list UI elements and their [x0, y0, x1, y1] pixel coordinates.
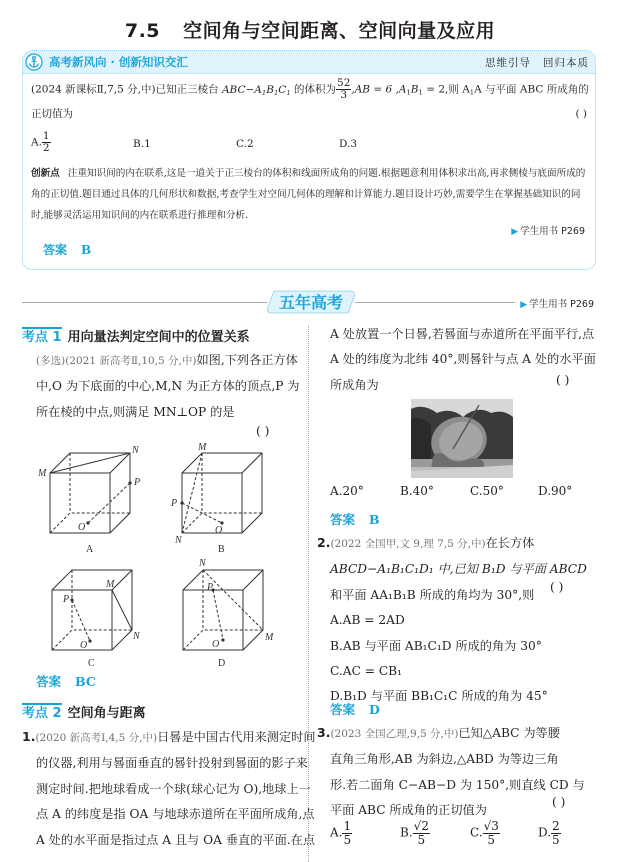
label-o: O	[80, 640, 88, 651]
question-stem: 平面 ABC 所成角的正切值为	[330, 803, 487, 818]
stem-text: 的体积为	[290, 83, 337, 96]
question-options	[31, 131, 591, 161]
question-stem: 日晷是中国古代用来测定时间的仪器,利用与晷面垂直的晷针投射到晷面的影子来测定时间.把地球看成一个球(球心记为 O),地球上一点 A 的纬度是指 OA 与地球赤道所在平面所成角,点 A 处的水平面是指过点 A 且与 OA 垂直的平面.在点	[36, 730, 316, 847]
option-d	[339, 138, 357, 150]
option-fraction	[342, 820, 352, 846]
denominator: 5	[552, 832, 560, 847]
innovation-right-labels	[485, 55, 589, 70]
anchor-icon	[25, 53, 43, 71]
question-stem-line2: 正切值为	[31, 108, 73, 120]
question-stem: ABCD−A₁B₁C₁D₁ 中,已知 B₁D 与平面 ABCD	[330, 562, 587, 577]
point-o-c	[88, 639, 91, 642]
answer-value: B	[369, 512, 380, 527]
denominator: 2	[42, 142, 50, 155]
option-a	[31, 131, 51, 154]
question-stem: 和平面 AA₁B₁B 所成的角均为 30°,则	[330, 587, 535, 602]
stem-text: 已知正三棱台	[155, 83, 222, 96]
denominator: 5	[343, 832, 352, 847]
topic-tag: 考点 2	[22, 703, 62, 721]
answer-label: 答案	[36, 674, 62, 689]
label-m: M	[265, 632, 274, 643]
arrow-right-icon: ▶	[511, 227, 519, 237]
math-text: ABC−A	[221, 83, 262, 96]
topic-title: 空间角与距离	[67, 706, 146, 721]
question-1-continued: A 处放置一个日晷,若晷面与赤道所在平面平行,点 A 处的纬度为北纬 40°,则晷针与点 A 处的水平面所成角为	[330, 327, 596, 392]
question-3-options	[330, 820, 600, 860]
answer-value: BC	[75, 674, 96, 689]
option-value: 3	[350, 138, 358, 150]
answer-paren: ( )	[256, 424, 270, 438]
option-label: B.	[400, 825, 413, 840]
option-a: A.20°	[330, 484, 364, 498]
option-b: B.AB 与平面 AB₁C₁D 所成的角为 30°	[330, 638, 542, 653]
figure-label-d: D	[218, 658, 226, 669]
section-title: 空间角与空间距离、空间向量及应用	[183, 20, 496, 42]
option-label: D.	[538, 825, 552, 840]
question-stem: 直角三角形,AB 为斜边,△ABD 为等边三角	[330, 752, 559, 767]
divider-line	[355, 302, 515, 303]
question-3-line	[317, 720, 603, 747]
student-book-ref[interactable]	[520, 296, 594, 310]
topic-heading-2	[22, 702, 146, 721]
label-o: O	[78, 522, 86, 533]
topic-title: 用向量法判定空间中的位置关系	[67, 330, 250, 345]
question-text	[36, 348, 300, 425]
option-d: D.90°	[538, 484, 573, 498]
innovation-box-header	[23, 51, 595, 74]
answer	[36, 672, 96, 690]
label-thinking-guide: 思维引导	[485, 57, 531, 69]
answer-value: D	[369, 702, 380, 717]
answer	[330, 510, 380, 528]
student-book-ref[interactable]	[511, 223, 585, 237]
answer-paren: ( )	[550, 580, 564, 594]
label-return-essence: 回归本质	[543, 57, 589, 69]
answer-paren: ( )	[552, 795, 566, 809]
label-m: M	[106, 579, 115, 590]
sundial-image	[411, 399, 513, 478]
answer-label: 答案	[330, 702, 356, 717]
label-n: N	[132, 445, 139, 456]
label-m: M	[38, 468, 47, 479]
math-text: = 2,则 A	[422, 83, 470, 96]
answer	[43, 241, 91, 258]
answer-value: B	[81, 243, 92, 257]
option-fraction	[413, 820, 430, 846]
figure-label-b: B	[218, 544, 225, 555]
option-label: D.	[339, 138, 351, 150]
option-label: C.	[236, 138, 247, 150]
question-source: (2022 全国甲,文 9,理 7,5 分,中)	[330, 538, 486, 550]
numerator: 1	[343, 819, 352, 833]
question-source: (多选)(2021 新高考Ⅱ,10,5 分,中)	[36, 355, 197, 367]
question-2-line	[317, 530, 603, 557]
divider-line	[22, 302, 267, 303]
cube-figure-b	[182, 453, 262, 533]
option-c: C.AC = CB₁	[330, 664, 403, 679]
option-label: C.	[470, 825, 483, 840]
question-1-options	[330, 484, 600, 504]
numerator: 2	[552, 819, 560, 833]
question-1	[22, 724, 320, 853]
option-d: D.B₁D 与平面 BB₁C₁C 所成的角为 45°	[330, 689, 548, 704]
innovation-label: 创新点	[31, 168, 60, 179]
numerator: √3	[483, 819, 499, 833]
cube-figure-d	[183, 570, 263, 650]
denominator: 5	[417, 832, 426, 847]
ref-text: 学生用书 P269	[520, 226, 585, 237]
option-c: C.50°	[470, 484, 504, 498]
option-value: 1	[144, 138, 151, 150]
option-fraction	[483, 820, 500, 846]
math-text: ,AB = 6 ,A	[351, 83, 407, 96]
section-heading: 五年高考	[278, 293, 343, 312]
topic-tag: 考点 1	[22, 327, 62, 345]
figure-label-a: A	[86, 544, 94, 555]
answer	[330, 700, 380, 718]
page-title	[0, 16, 620, 43]
label-n: N	[133, 631, 140, 642]
question-source: (2023 全国乙理,9,5 分,中)	[330, 728, 459, 740]
answer-paren: ( )	[556, 373, 570, 387]
point-o-a	[86, 521, 89, 524]
innovation-text: 注重知识间的内在联系,这是一道关于正三棱台的体积和线面所成角的问题.根据题意利用体积求出高,再求侧棱与底面所成的角的正切值.题目通过具体的几何形状和数据,考查学生对空间几何体的理解和计算能力.题目设计巧妙,需要学生在掌握基础知识的同时,能够灵活运用知识间的内在联系进行推理和分析.	[31, 168, 586, 221]
question-number: 1.	[22, 729, 36, 744]
ref-text: 学生用书 P269	[529, 299, 594, 310]
question-stem: 形.若二面角 C−AB−D 为 150°,则直线 CD 与	[330, 777, 585, 792]
question-stem: (2024 新课标Ⅱ,7,5 分,中)已知正三棱台 $ABC-A_1B_1C_1$ 的体积为 $\frac{52}{3}$ ,AB = 6 $,A_1B_1 = 2$,则 $A_1A$ 与平面 ABC 所成角的	[31, 77, 589, 102]
label-o: O	[215, 525, 223, 536]
option-fraction	[551, 820, 561, 846]
denominator: 3	[340, 89, 348, 102]
option-b	[400, 820, 430, 846]
cube-figure-c	[52, 570, 132, 650]
label-n: N	[175, 535, 182, 546]
figure-label-c: C	[88, 658, 95, 669]
question-number: 2.	[317, 535, 331, 550]
question-stem: 在长方体	[485, 536, 535, 550]
option-fraction	[42, 131, 51, 154]
point-p-c	[70, 598, 73, 601]
innovation-tag: 高考新风向 · 创新知识交汇	[49, 55, 188, 69]
option-c	[470, 820, 500, 846]
label-p: P	[134, 477, 141, 488]
point-p-a	[128, 481, 131, 484]
point-p-b	[180, 501, 183, 504]
answer-label: 答案	[330, 512, 356, 527]
denominator: 5	[487, 832, 496, 847]
numerator: √2	[413, 819, 429, 833]
cube-figures	[30, 440, 300, 676]
option-value: 2	[247, 138, 254, 150]
cube-figure-a	[50, 453, 130, 533]
stem-text: A 与平面 ABC 所成角的	[474, 83, 589, 96]
point-o-d	[221, 638, 224, 641]
question-source: (2020 新高考Ⅰ,4,5 分,中)	[35, 732, 158, 744]
label-p: P	[63, 594, 70, 605]
option-label: B.	[133, 138, 145, 150]
option-a	[330, 820, 352, 846]
question-stem: 如图,下列各正方体中,O 为下底面的中心,M,N 为正方体的顶点,P 为所在棱的中点,则满足 MN⊥OP 的是	[36, 353, 300, 419]
label-n: N	[199, 558, 206, 569]
section-number: 7.5	[124, 20, 161, 42]
option-label: A.	[330, 825, 343, 840]
innovation-box	[22, 50, 596, 270]
label-p: P	[207, 582, 214, 593]
option-d	[538, 820, 561, 846]
question-2	[317, 530, 603, 710]
option-b	[133, 138, 151, 150]
question-number: 3.	[317, 725, 331, 740]
numerator: 1	[42, 130, 50, 142]
numerator: 52	[337, 77, 351, 89]
question-stem: 已知△ABC 为等腰	[458, 726, 560, 740]
question-source: (2024 新课标Ⅱ,7,5 分,中)	[31, 83, 156, 96]
option-b: B.40°	[400, 484, 434, 498]
arrow-right-icon: ▶	[520, 300, 528, 310]
label-p: P	[171, 498, 178, 509]
innovation-note	[31, 163, 591, 226]
label-m: M	[198, 442, 207, 453]
topic-heading-1	[22, 326, 250, 345]
answer-label: 答案	[43, 243, 68, 257]
math-frustum: $ABC-A_1B_1C_1$	[221, 83, 291, 97]
option-a: A.AB = 2AD	[330, 613, 405, 628]
option-c	[236, 138, 254, 150]
answer-paren: ( )	[575, 108, 587, 120]
math-text: B	[410, 83, 419, 96]
option-label: A.	[31, 136, 42, 149]
label-o: O	[212, 639, 220, 650]
volume-fraction	[336, 78, 351, 101]
